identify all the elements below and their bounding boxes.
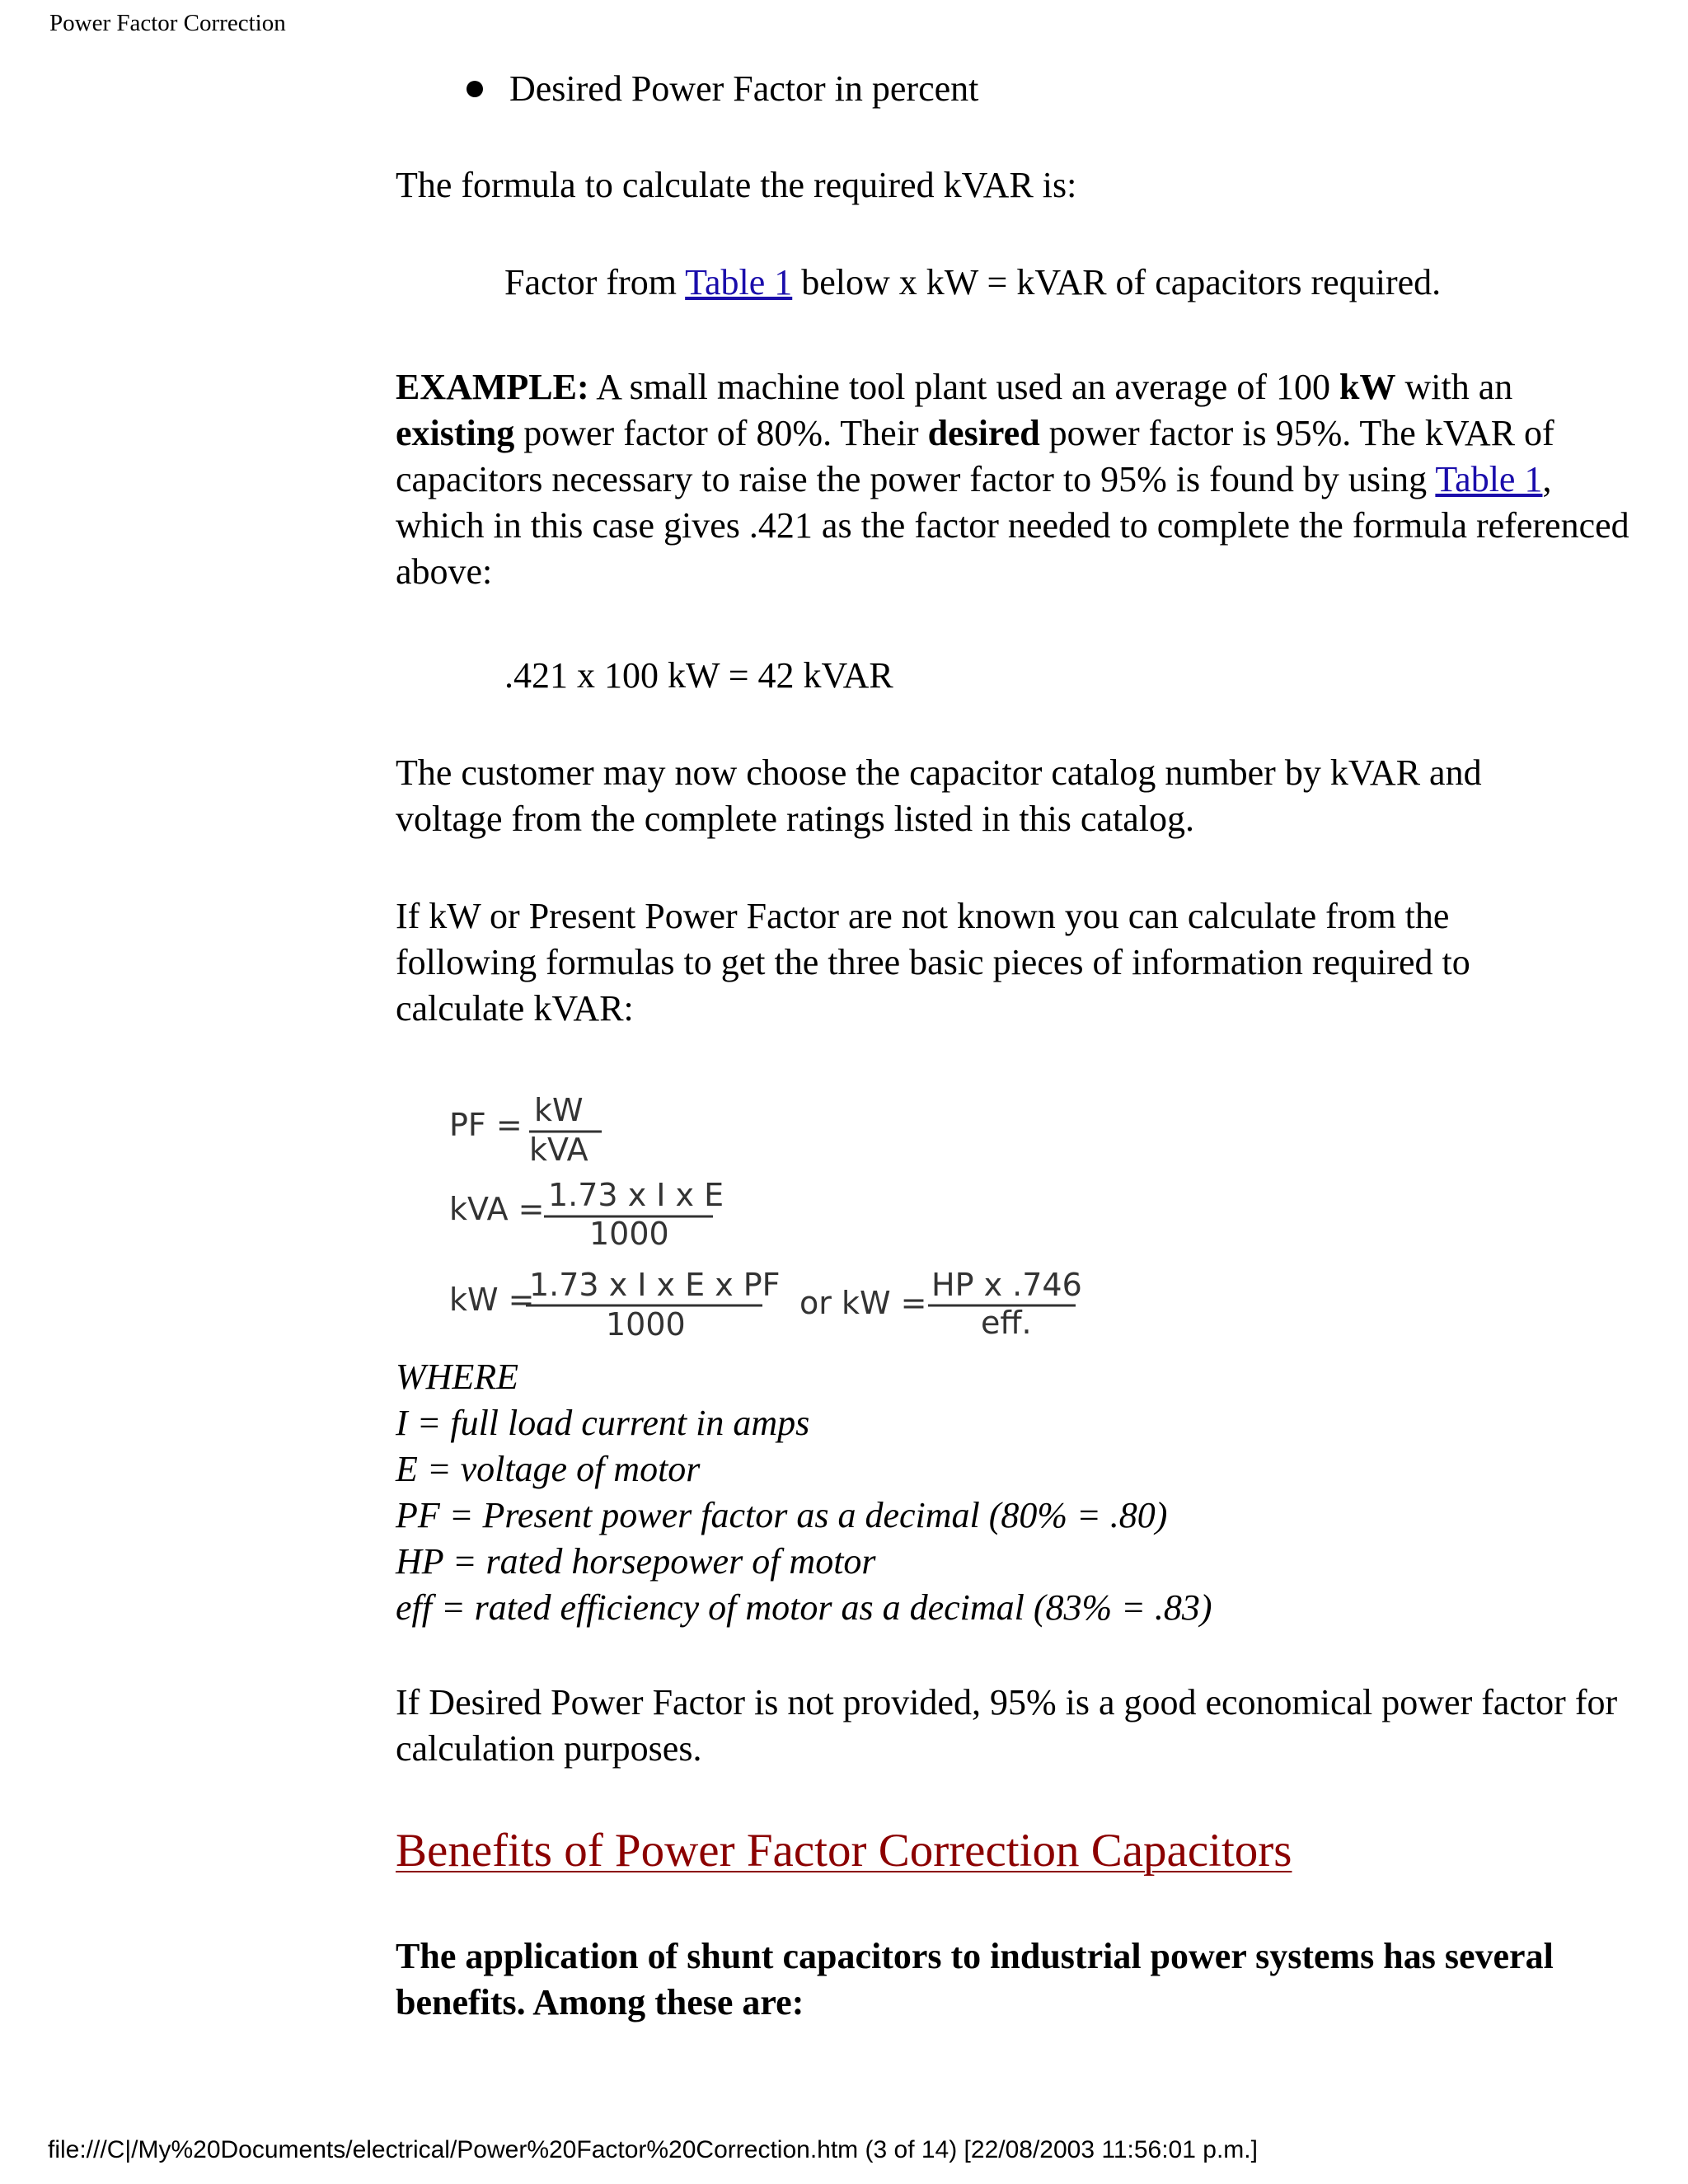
page-footer-url: file:///C|/My%20Documents/electrical/Power%20Factor%20Correction.htm (3 of 14) [22/08/2003 11:56:01 p.m.] — [48, 2136, 1258, 2163]
or-kw-lhs: or kW = — [799, 1285, 927, 1321]
example-paragraph — [396, 364, 1632, 595]
where-title: WHERE — [396, 1357, 519, 1397]
pf-numerator: kW — [534, 1092, 584, 1128]
customer-paragraph: The customer may now choose the capacitor catalog number by kVAR and voltage from the complete ratings listed in this catalog. — [396, 752, 1482, 839]
bullet-item — [462, 66, 978, 112]
where-block — [396, 1354, 1212, 1631]
example-bold-desired: desired — [927, 413, 1040, 453]
where-line-pf: PF = Present power factor as a decimal (80% = .80) — [396, 1495, 1168, 1535]
formula-intro: The formula to calculate the required kVAR is: — [396, 165, 1077, 205]
desired-paragraph: If Desired Power Factor is not provided, 95% is a good economical power factor for calculation purposes. — [396, 1682, 1618, 1769]
kva-lhs: kVA = — [449, 1191, 545, 1227]
where-line-current: I = full load current in amps — [396, 1403, 810, 1443]
bullet-text: Desired Power Factor in percent — [509, 68, 979, 109]
table-1-link-example[interactable]: Table 1 — [1435, 459, 1543, 499]
page-header-title: Power Factor Correction — [49, 10, 286, 36]
unknown-paragraph: If kW or Present Power Factor are not known you can calculate from the following formulas to get the three basic pieces of information required to calculate kVAR: — [396, 896, 1470, 1029]
where-line-hp: HP = rated horsepower of motor — [396, 1541, 876, 1582]
kva-numerator: 1.73 x I x E — [548, 1177, 724, 1213]
example-text-3: power factor of 80%. Their — [514, 413, 928, 453]
benefits-intro: The application of shunt capacitors to industrial power systems has several benefits. Among these are: — [396, 1936, 1554, 2022]
example-bold-existing: existing — [396, 413, 515, 453]
calc-line: .421 x 100 kW = 42 kVAR — [504, 655, 893, 696]
formula-image — [437, 1088, 1096, 1352]
benefits-heading[interactable]: Benefits of Power Factor Correction Capacitors — [396, 1825, 1292, 1877]
pf-denominator: kVA — [529, 1132, 588, 1168]
kw-lhs: kW = — [449, 1282, 535, 1318]
formula-line-suffix: below x kW = kVAR of capacitors required. — [792, 262, 1442, 302]
kva-denominator: 1000 — [589, 1216, 669, 1252]
formula-line-prefix: Factor from — [504, 262, 686, 302]
example-text-1: A small machine tool plant used an average of 100 — [588, 367, 1339, 407]
example-text-2: with an — [1395, 367, 1513, 407]
pf-lhs: PF = — [449, 1107, 523, 1143]
where-line-eff: eff = rated efficiency of motor as a decimal (83% = .83) — [396, 1587, 1212, 1628]
kw-denominator: 1000 — [606, 1306, 686, 1343]
hp-numerator: HP x .746 — [931, 1267, 1082, 1303]
where-line-voltage: E = voltage of motor — [396, 1449, 701, 1489]
table-1-link[interactable]: Table 1 — [685, 262, 793, 302]
hp-denominator: eff. — [981, 1305, 1032, 1341]
formula-line — [504, 260, 1658, 306]
bullet-icon — [467, 81, 483, 97]
example-bold-kw: kW — [1339, 367, 1396, 407]
example-text-5: , which in this case gives .421 as the factor needed to complete the formula referenced above: — [396, 459, 1629, 592]
example-label: EXAMPLE: — [396, 367, 589, 407]
example-text-4: power factor is 95%. The kVAR of capacitors necessary to raise the power factor to 95% is found by using — [396, 413, 1554, 499]
kw-numerator: 1.73 x I x E x PF — [529, 1267, 781, 1303]
